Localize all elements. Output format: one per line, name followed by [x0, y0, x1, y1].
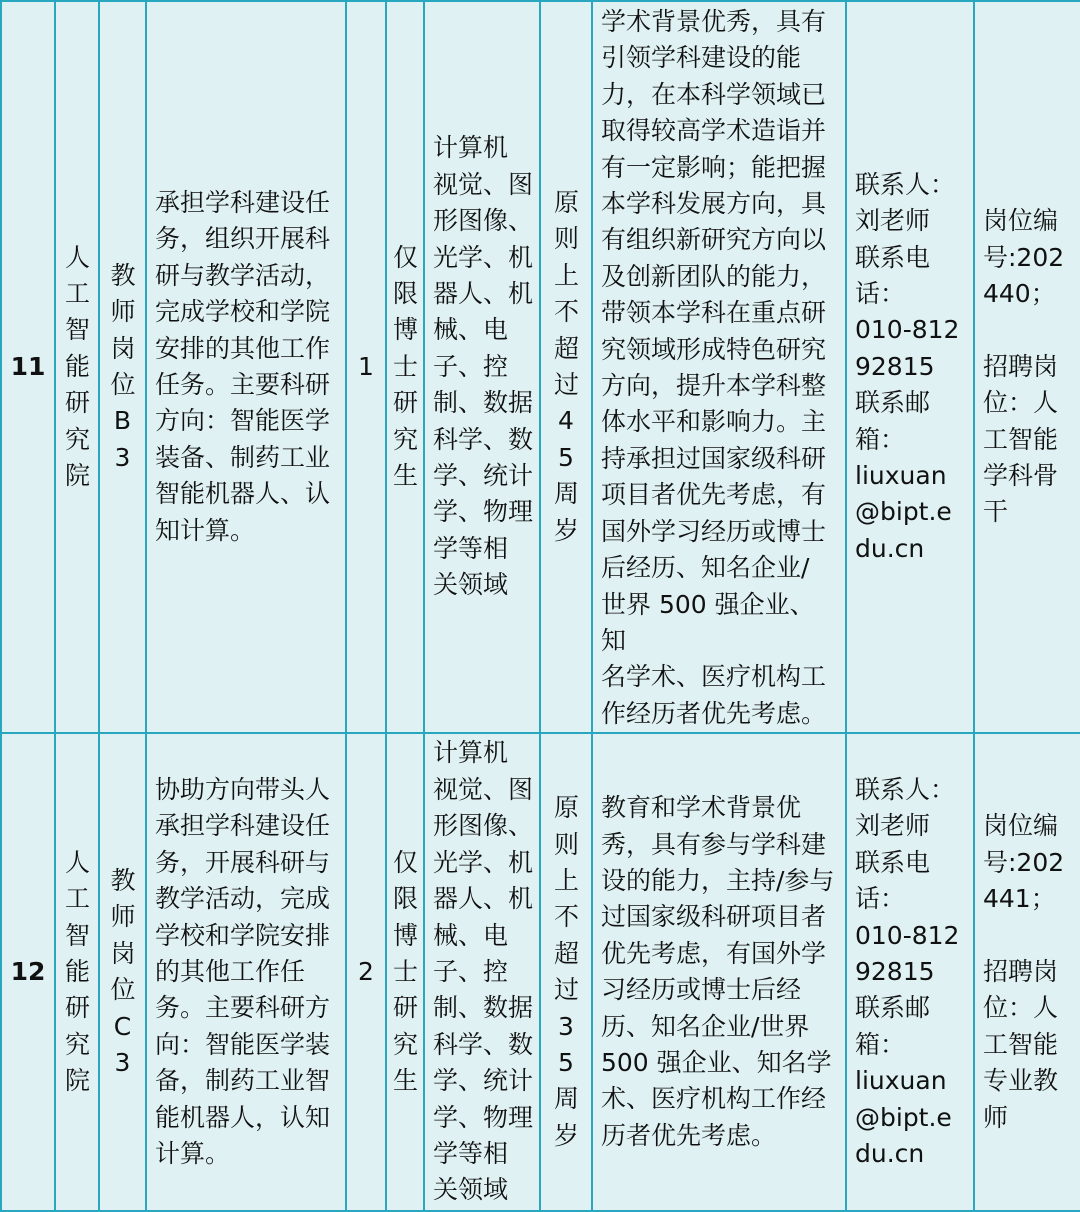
row-number: 12	[1, 733, 55, 1211]
major-cell: 计算机 视觉、图 形图像、 光学、机 器人、机 械、电 子、控 制、数据 科学、数 学、统计 学、物理 学等相 关领域	[424, 1, 540, 733]
position-cell	[99, 733, 146, 1211]
department-name: 人工智能研究院	[65, 847, 91, 1096]
age-text: 原则上不超过45周岁	[554, 188, 580, 545]
education-text: 仅限博士研究生	[393, 242, 419, 491]
education-text: 仅限博士研究生	[393, 847, 419, 1096]
table-row	[1, 733, 1080, 1211]
education-cell	[386, 1, 424, 733]
age-cell	[540, 733, 592, 1211]
age-cell	[540, 1, 592, 733]
department-cell	[55, 733, 99, 1211]
age-text: 原则上不超过35周岁	[554, 793, 580, 1150]
position-cell	[99, 1, 146, 733]
requirements-cell: 学术背景优秀，具有 引领学科建设的能 力，在本科学领域已 取得较高学术造诣并 有一定影响；能把握 本学科发展方向，具 有组织新研究方向以 及创新团队的能力， 带领本学科在重点研 究领域形成特色研究 方向，提升本学科整 体水平和影响力。主 持承担过国家级科研 项目者优先考虑，有 国外学习经历或博士 后经历、知名企业/ 世界 500 强企业、知 名学术、医疗机构工 作经历者优先考虑。	[592, 1, 846, 733]
position-name: 教师岗位B3	[110, 260, 136, 472]
position-name: 教师岗位C3	[110, 865, 136, 1077]
row-number: 11	[1, 1, 55, 733]
education-cell	[386, 733, 424, 1211]
contact-cell: 联系人： 刘老师 联系电 话： 010-812 92815 联系邮 箱： liuxuan @bipt.e du.cn	[846, 733, 974, 1211]
department-name: 人工智能研究院	[65, 242, 91, 491]
contact-cell: 联系人： 刘老师 联系电 话： 010-812 92815 联系邮 箱： liuxuan @bipt.e du.cn	[846, 1, 974, 733]
table-row	[1, 1, 1080, 733]
department-cell	[55, 1, 99, 733]
headcount-cell: 1	[346, 1, 386, 733]
remarks-cell: 岗位编 号:202 441； 招聘岗 位：人 工智能 专业教 师	[974, 733, 1080, 1211]
duties-cell: 协助方向带头人 承担学科建设任 务，开展科研与 教学活动，完成 学校和学院安排 的其他工作任 务。主要科研方 向：智能医学装 备，制药工业智 能机器人，认知 计算。	[146, 733, 346, 1211]
headcount-cell: 2	[346, 733, 386, 1211]
major-cell: 计算机 视觉、图 形图像、 光学、机 器人、机 械、电 子、控 制、数据 科学、数 学、统计 学、物理 学等相 关领域	[424, 733, 540, 1211]
requirements-cell: 教育和学术背景优 秀，具有参与学科建 设的能力，主持/参与 过国家级科研项目者 优先考虑，有国外学 习经历或博士后经 历、知名企业/世界 500 强企业、知名学 术、医疗机构工作经 历者优先考虑。	[592, 733, 846, 1211]
duties-cell: 承担学科建设任 务，组织开展科 研与教学活动， 完成学校和学院 安排的其他工作 任务。主要科研 方向：智能医学 装备、制药工业 智能机器人、认 知计算。	[146, 1, 346, 733]
remarks-cell: 岗位编 号:202 440； 招聘岗 位：人 工智能 学科骨 干	[974, 1, 1080, 733]
